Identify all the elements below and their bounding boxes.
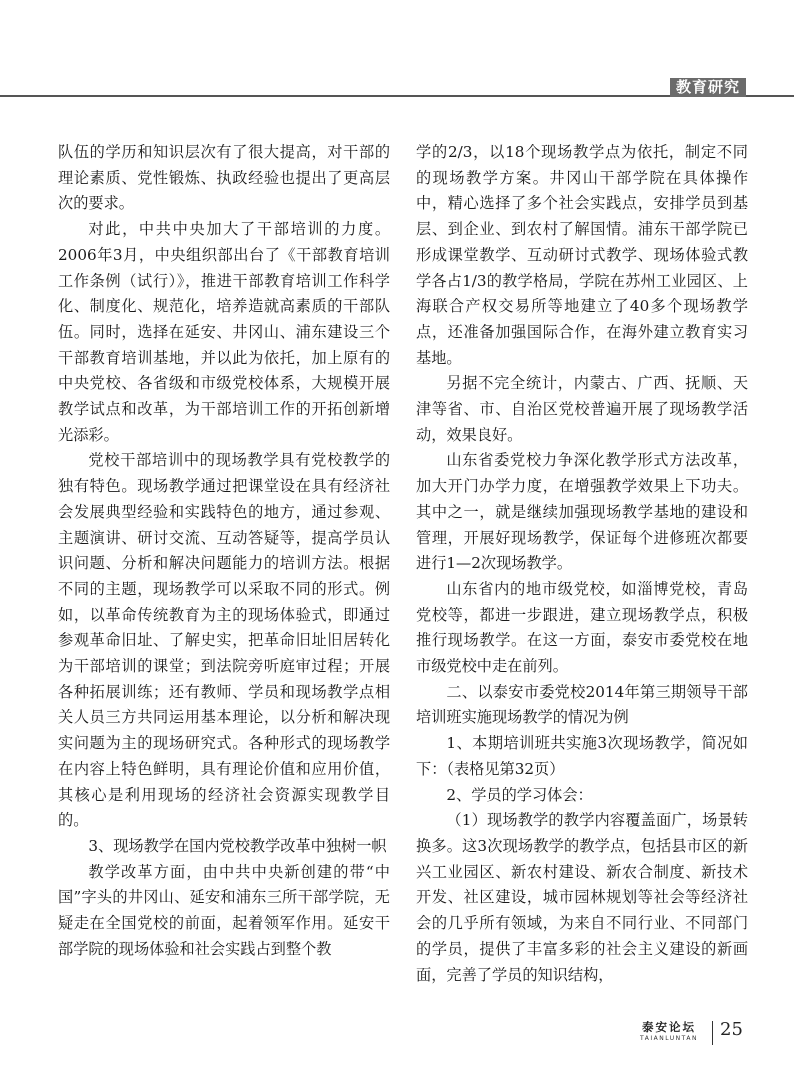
paragraph: 1、本期培训班共实施3次现场教学，简况如下：（表格见第32页） [416,734,748,778]
section-heading: 二、以泰安市委党校2014年第三期领导干部培训班实施现场教学的情况为例 [416,682,748,727]
footer-divider [712,1021,713,1045]
section-heading: 3、现场教学在国内党校教学改革中独树一帜 [88,836,387,855]
page-footer [630,1020,750,1050]
paragraph: 山东省委党校力争深化教学形式方法改革，加大开门办学力度，在增强教学效果上下功夫。其中之一，就是继续加强现场教学基地的建设和管理，开展好现场教学，保证每个进修班次都要进行1—2次现场教学。 [416,451,748,573]
paragraph: 2、学员的学习体会： [446,785,593,804]
journal-pinyin: TAIANLUNTAN [640,1035,698,1042]
left-column [58,140,390,963]
paragraph: 队伍的学历和知识层次有了很大提高，对干部的理论素质、党性锻炼、执政经验也提出了更高层次的要求。 [58,143,390,213]
paragraph: 党校干部培训中的现场教学具有党校教学的独有特色。现场教学通过把课堂设在具有经济社会发展典型经验和实践特色的地方，通过参观、主题演讲、研讨交流、互动答疑等，提高学员认识问题、分析和解决问题能力的培训方法。根据不同的主题，现场教学可以采取不同的形式。例如，以革命传统教育为主的现场体验式，即通过参观革命旧址、了解史实，把革命旧址旧居转化为干部培训的课堂；到法院旁听庭审过程；开展各种拓展训练；还有教师、学员和现场教学点相关人员三方共同运用基本理论，以分析和解决现实问题为主的现场研究式。各种形式的现场教学在内容上特色鲜明，具有理论价值和应用价值，其核心是利用现场的经济社会资源实现教学目的。 [58,451,390,830]
journal-name: 泰安论坛 [642,1020,696,1034]
right-column [416,140,748,988]
paragraph: 学的2/3，以18个现场教学点为依托，制定不同的现场教学方案。井冈山干部学院在具体操作中，精心选择了多个社会实践点，安排学员到基层、到企业、到农村了解国情。浦东干部学院已形成课堂教学、互动研讨式教学、现场体验式教学各占1/3的教学格局，学院在苏州工业园区、上海联合产权交易所等地建立了40多个现场教学点，还准备加强国际合作，在海外建立教育实习基地。 [416,143,748,367]
section-tag: 教育研究 [670,78,746,97]
paragraph: 另据不完全统计，内蒙古、广西、抚顺、天津等省、市、自治区党校普遍开展了现场教学活动，效果良好。 [416,374,748,444]
page-number: 25 [720,1019,743,1040]
paragraph: 教学改革方面，由中共中央新创建的带“中国”字头的井冈山、延安和浦东三所干部学院，无疑走在全国党校的前面，起着领军作用。延安干部学院的现场体验和社会实践占到整个教 [58,862,390,958]
paragraph: 山东省内的地市级党校，如淄博党校，青岛党校等，都进一步跟进，建立现场教学点，积极推行现场教学。在这一方面，泰安市委党校在地市级党校中走在前列。 [416,579,748,676]
paragraph: （1）现场教学的教学内容覆盖面广，场景转换多。这3次现场教学的教学点，包括县市区的新兴工业园区、新农村建设、新农合制度、新技术开发、社区建设，城市园林规划等社会等经济社会的几乎所有领域，为来自不同行业、不同部门的学员，提供了丰富多彩的社会主义建设的新画面，完善了学员的知识结构， [416,811,748,984]
paragraph: 对此，中共中央加大了干部培训的力度。2006年3月，中央组织部出台了《干部教育培训工作条例（试行）》，推进干部教育培训工作科学化、制度化、规范化，培养造就高素质的干部队伍。同时，选择在延安、井冈山、浦东建设三个干部教育培训基地，并以此为依托，加上原有的中央党校、各省级和市级党校体系，大规模开展教学试点和改革，为干部培训工作的开拓创新增光添彩。 [58,220,390,444]
